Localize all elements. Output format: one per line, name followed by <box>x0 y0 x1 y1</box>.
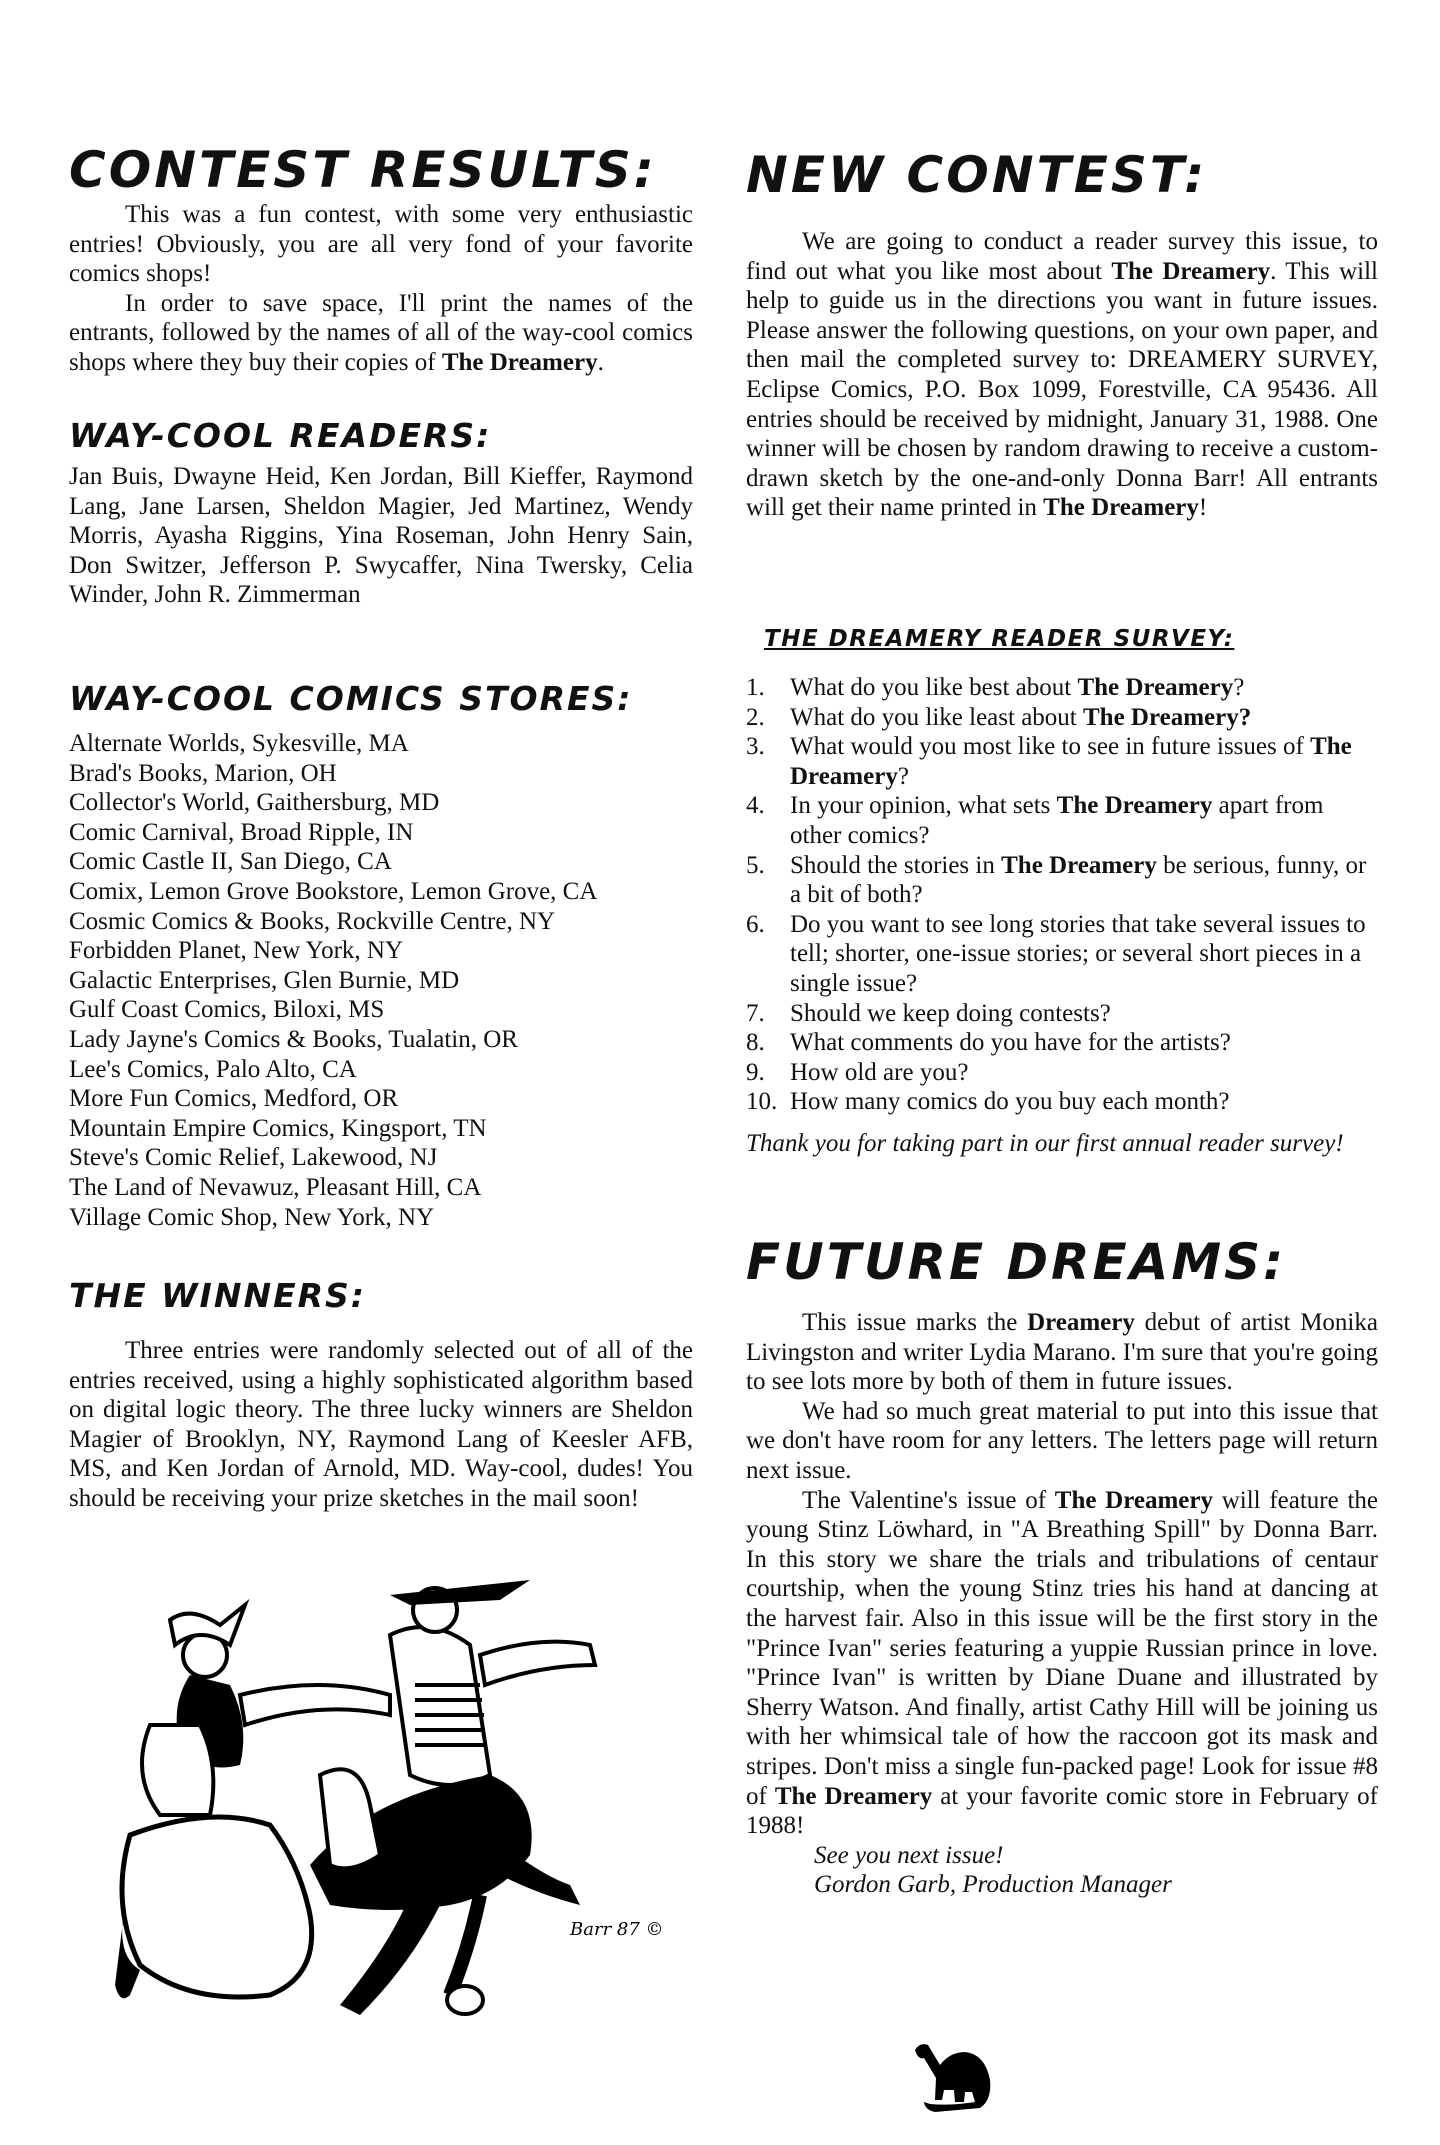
question-text <box>790 910 1378 999</box>
store-item: Cosmic Comics & Books, Rockville Centre, NY <box>69 907 556 935</box>
store-item: Village Comic Shop, New York, NY <box>69 1203 435 1231</box>
text-run: What do you like best about <box>790 674 1078 701</box>
winners-section <box>69 1274 693 1514</box>
contest-results-body <box>69 200 693 378</box>
text-run: at your favorite comic store in February of 1988! <box>746 1782 1378 1840</box>
question-text <box>790 1058 1378 1088</box>
text-run: Should we keep doing contests? <box>790 999 1111 1027</box>
text-run: will feature the young Stinz Löwhard, in "A Breathing Spill" by Donna Barr. In this story we share the trials and tribulations of centaur courtship, when the young Stinz tries his hand at dancing at the harvest fair. Also in this issue will be the first story in the "Prince Ivan" series featuring a yuppie Russian prince in love. "Prince Ivan" is written by Diane Duane and illustrated by Sherry Watson. And finally, artist Cathy Hill will be joining us with her whimsical tale of how the raccoon got its mask and stripes. Don't miss a single fun-packed page! Look for issue #8 of <box>746 1486 1378 1810</box>
title-emphasis: The Dreamery <box>441 348 598 376</box>
question-number: 8. <box>746 1029 765 1057</box>
readers-list: Jan Buis, Dwayne Heid, Ken Jordan, Bill Kieffer, Raymond Lang, Jane Larsen, Sheldon Magier, Jed Martinez, Wendy Morris, Ayasha Riggins, Yina Roseman, John Henry Sain, Don Switzer, Jefferson P. Swycaffer, Nina Twersky, Celia Winder, John R. Zimmerman <box>69 463 693 609</box>
text-run: The Valentine's issue of <box>802 1486 1055 1514</box>
question-text <box>790 673 1378 703</box>
text-run: What do you like least about <box>790 703 1083 731</box>
survey-question <box>746 1028 1378 1058</box>
new-contest-heading: NEW CONTEST: <box>746 146 1208 204</box>
text-run: This was a fun contest, with some very enthusiastic entries! Obviously, you are all very fond of your favorite comics shops! <box>69 201 693 288</box>
title-emphasis: The Dreamery <box>1111 257 1271 285</box>
paragraph <box>746 1486 1378 1841</box>
survey-thanks: Thank you for taking part in our first annual reader survey! <box>746 1129 1344 1157</box>
question-text <box>790 791 1378 850</box>
text-run: . This will help to guide us in the directions you want in future issues. Please answer the following questions, on your own paper, and then mail the completed survey to: DREAMERY SURVEY, Eclipse Comics, P.O. Box 1099, Forestville, CA 95436. All entries should be received by midnight, January 31, 1988. One winner will be chosen by random drawing to receive a custom-drawn sketch by the one-and-only Donna Barr! All entrants will get their name printed in <box>746 257 1378 522</box>
question-text <box>790 999 1378 1029</box>
survey-question <box>746 1058 1378 1088</box>
stores-heading: WAY-COOL COMICS STORES: <box>69 679 633 718</box>
question-number: 9. <box>746 1058 765 1086</box>
text-run: How many comics do you buy each month? <box>790 1088 1230 1116</box>
question-text <box>790 732 1378 791</box>
question-number: 1. <box>746 674 765 701</box>
signoff: See you next issue! <box>814 1841 1004 1869</box>
text-run: We had so much great material to put into this issue that we don't have room for any letters. The letters page will return next issue. <box>746 1397 1378 1484</box>
text-run: What comments do you have for the artists? <box>790 1029 1231 1057</box>
title-emphasis: The Dreamery? <box>1082 703 1252 731</box>
store-item: Forbidden Planet, New York, NY <box>69 937 404 965</box>
survey-questions <box>746 673 1378 1117</box>
paragraph <box>69 200 693 289</box>
question-text <box>790 1028 1378 1058</box>
store-item: Gulf Coast Comics, Biloxi, MS <box>69 996 385 1024</box>
store-item: The Land of Nevawuz, Pleasant Hill, CA <box>69 1173 482 1201</box>
question-number: 5. <box>746 851 765 879</box>
title-emphasis: Dreamery <box>1027 1309 1135 1336</box>
survey-question <box>746 1087 1378 1117</box>
winners-text: Three entries were randomly selected out of all of the entries received, using a highly sophisticated algorithm based on digital logic theory. The three lucky winners are Sheldon Magier of Brooklyn, NY, Raymond Lang of Keesler AFB, MS, and Ken Jordan of Arnold, MD. Way-cool, dudes! You should be receiving your prize sketches in the mail soon! <box>69 1337 693 1512</box>
new-contest-text <box>746 227 1378 523</box>
survey-section <box>746 624 1378 1159</box>
title-emphasis: The Dreamery <box>1054 1486 1213 1514</box>
future-dreams-heading: FUTURE DREAMS: <box>746 1233 1287 1291</box>
question-number: 4. <box>746 792 765 820</box>
artist-signature: Barr 87 © <box>570 1919 664 1940</box>
store-item: Collector's World, Gaithersburg, MD <box>69 789 440 817</box>
question-text <box>790 1087 1378 1117</box>
question-text <box>790 703 1378 733</box>
question-number: 7. <box>746 999 765 1027</box>
store-item: Galactic Enterprises, Glen Burnie, MD <box>69 966 460 994</box>
paragraph <box>746 1397 1378 1486</box>
stores-list <box>69 729 693 1232</box>
question-number: 10. <box>746 1088 778 1116</box>
title-emphasis: The Dreamery <box>1056 792 1213 820</box>
text-run: This issue marks the <box>802 1309 1028 1336</box>
dinosaur-logo-icon <box>910 2040 1005 2115</box>
text-run: We are going to conduct a reader survey this issue, to find out what you like most about <box>746 228 1378 285</box>
store-item: Alternate Worlds, Sykesville, MA <box>69 730 409 757</box>
text-run: . <box>597 348 604 376</box>
centaur-dance-illustration <box>70 1575 700 2025</box>
text-run: apart from other comics? <box>790 792 1324 849</box>
text-run: What would you most like to see in future issues of <box>790 733 1311 761</box>
readers-heading: WAY-COOL READERS: <box>69 416 492 455</box>
text-run: ! <box>1198 494 1208 522</box>
stores-section <box>69 677 693 1232</box>
store-item: Comic Carnival, Broad Ripple, IN <box>69 818 414 846</box>
question-number: 3. <box>746 733 765 761</box>
text-run: ? <box>1233 674 1245 701</box>
store-item: Lady Jayne's Comics & Books, Tualatin, OR <box>69 1025 518 1053</box>
text-run: debut of artist Monika Livingston and writer Lydia Marano. I'm sure that you're going to see lots more by both of them in future issues. <box>746 1309 1378 1396</box>
contest-results-section <box>69 140 693 378</box>
paragraph <box>69 289 693 378</box>
survey-question <box>746 791 1378 850</box>
survey-question <box>746 851 1378 910</box>
survey-heading: THE DREAMERY READER SURVEY: <box>764 626 1235 652</box>
signature: Gordon Garb, Production Manager <box>814 1871 1172 1899</box>
store-item: Brad's Books, Marion, OH <box>69 759 337 787</box>
title-emphasis: The Dreamery <box>1077 674 1234 701</box>
title-emphasis: The Dreamery <box>1001 851 1157 879</box>
title-emphasis: The Dreamery <box>1043 494 1199 522</box>
survey-question <box>746 732 1378 791</box>
question-number: 6. <box>746 910 765 938</box>
store-item: Comic Castle II, San Diego, CA <box>69 848 392 876</box>
survey-question <box>746 673 1378 703</box>
new-contest-section <box>746 145 1378 523</box>
survey-question <box>746 703 1378 733</box>
text-run: be serious, funny, or a bit of both? <box>790 851 1367 909</box>
survey-question <box>746 999 1378 1029</box>
contest-results-heading: CONTEST RESULTS: <box>69 141 657 199</box>
store-item: Steve's Comic Relief, Lakewood, NJ <box>69 1144 438 1172</box>
text-run: Should the stories in <box>790 851 1002 879</box>
paragraph <box>746 1308 1378 1397</box>
readers-section <box>69 414 693 610</box>
future-dreams-section <box>746 1232 1378 1900</box>
text-run: In your opinion, what sets <box>790 792 1057 820</box>
title-emphasis: The Dreamery <box>790 733 1352 790</box>
question-number: 2. <box>746 703 765 731</box>
store-item: Mountain Empire Comics, Kingsport, TN <box>69 1114 487 1142</box>
text-run: ? <box>897 762 909 790</box>
text-run: How old are you? <box>790 1058 969 1086</box>
title-emphasis: The Dreamery <box>774 1782 933 1810</box>
survey-question <box>746 910 1378 999</box>
future-dreams-body <box>746 1308 1378 1841</box>
store-item: More Fun Comics, Medford, OR <box>69 1085 399 1113</box>
text-run: Do you want to see long stories that take several issues to tell; shorter, one-issue stories; or several short pieces in a single issue? <box>790 910 1366 997</box>
store-item: Lee's Comics, Palo Alto, CA <box>69 1055 357 1083</box>
winners-heading: THE WINNERS: <box>69 1276 366 1315</box>
question-text <box>790 851 1378 910</box>
store-item: Comix, Lemon Grove Bookstore, Lemon Grove, CA <box>69 877 598 905</box>
text-run: In order to save space, I'll print the names of the entrants, followed by the names of all of the way-cool comics shops where they buy their copies of <box>69 289 693 376</box>
